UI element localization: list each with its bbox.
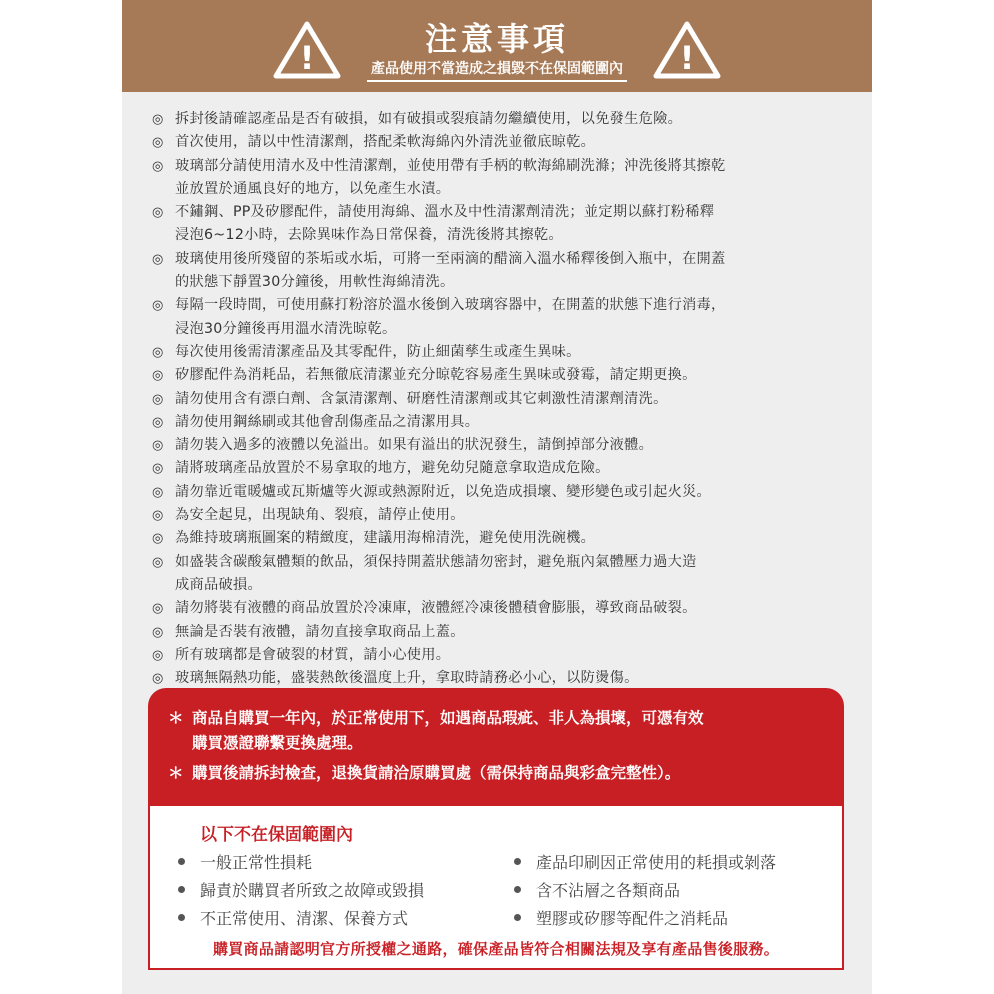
note-text: 矽膠配件為消耗品，若無徹底清潔並充分晾乾容易產生異味或發霉，請定期更換。	[175, 367, 697, 384]
note-item	[152, 341, 852, 364]
note-text: 請勿使用鋼絲刷或其他會刮傷產品之清潔用具。	[175, 413, 480, 430]
note-text: 玻璃部分請使用清水及中性清潔劑，並使用帶有手柄的軟海綿刷洗滌；沖洗後將其擦乾	[175, 157, 726, 174]
warning-glyph: !	[299, 39, 315, 77]
bullet-dot-icon	[178, 886, 185, 893]
bullet-circle-icon: ◎	[152, 484, 164, 500]
note-item	[152, 597, 852, 620]
exclusion-item: 歸責於購買者所致之故障或毀損	[178, 878, 424, 901]
note-text: 請勿裝入過多的液體以免溢出。如果有溢出的狀況發生，請倒掉部分液體。	[175, 437, 654, 454]
note-text: 的狀態下靜置30分鐘後，用軟性海綿清洗。	[175, 274, 455, 291]
note-item	[152, 667, 852, 690]
note-text: 請勿靠近電暖爐或瓦斯爐等火源或熱源附近，以免造成損壞、變形變色或引起火災。	[175, 483, 712, 500]
note-item	[152, 388, 852, 411]
warranty-text: 商品自購買一年內，於正常使用下，如遇商品瑕疵、非人為損壞，可憑有效	[192, 709, 704, 727]
note-text: 並放置於通風良好的地方，以免產生水漬。	[175, 180, 451, 197]
note-item	[152, 155, 852, 202]
exclusion-item: 不正常使用、清潔、保養方式	[178, 906, 408, 929]
note-item	[152, 527, 852, 550]
note-item	[152, 131, 852, 154]
page-title: 注意事項	[424, 20, 569, 58]
warranty-box	[148, 688, 844, 806]
bullet-circle-icon: ◎	[152, 531, 164, 547]
note-item	[152, 621, 852, 644]
bullet-circle-icon: ◎	[152, 438, 164, 454]
bullet-circle-icon: ◎	[152, 344, 164, 360]
bullet-circle-icon: ◎	[152, 251, 164, 267]
note-item	[152, 457, 852, 480]
bullet-circle-icon: ◎	[152, 647, 164, 663]
note-item	[152, 364, 852, 387]
bullet-circle-icon: ◎	[152, 205, 164, 221]
notes-list	[152, 108, 852, 714]
warranty-text: 購買憑證聯繫更換處理。	[192, 734, 363, 752]
warranty-item	[168, 761, 828, 786]
note-item	[152, 481, 852, 504]
bullet-dot-icon	[514, 914, 521, 921]
note-text: 請將玻璃產品放置於不易拿取的地方，避免幼兒隨意拿取造成危險。	[175, 460, 610, 477]
exclusion-item: 含不沾層之各類商品	[514, 878, 680, 901]
note-text: 請勿將裝有液體的商品放置於冷凍庫，液體經冷凍後體積會膨脹，導致商品破裂。	[175, 600, 697, 617]
warranty-text: 購買後請拆封檢查，退換貨請洽原購買處（需保持商品與彩盒完整性）。	[192, 764, 681, 782]
note-text: 為安全起見，出現缺角、裂痕，請停止使用。	[175, 507, 465, 524]
note-text: 為維持玻璃瓶圖案的精緻度，建議用海棉清洗，避免使用洗碗機。	[175, 530, 596, 547]
note-item	[152, 551, 852, 598]
bullet-circle-icon: ◎	[152, 414, 164, 430]
note-item	[152, 644, 852, 667]
bullet-circle-icon: ◎	[152, 368, 164, 384]
note-item	[152, 434, 852, 457]
note-item	[152, 201, 852, 248]
note-item	[152, 108, 852, 131]
warning-glyph: !	[679, 39, 695, 77]
exclusion-item: 塑膠或矽膠等配件之消耗品	[514, 906, 728, 929]
note-item	[152, 294, 852, 341]
bullet-circle-icon: ◎	[152, 624, 164, 640]
exclusions-box	[148, 806, 844, 970]
note-text: 每隔一段時間，可使用蘇打粉溶於溫水後倒入玻璃容器中，在開蓋的狀態下進行消毒，	[175, 297, 726, 314]
star-icon: ＊	[168, 709, 184, 727]
bullet-circle-icon: ◎	[152, 298, 164, 314]
bullet-circle-icon: ◎	[152, 158, 164, 174]
exclusion-item: 產品印刷因正常使用的耗損或剝落	[514, 850, 776, 873]
bullet-dot-icon	[178, 858, 185, 865]
bullet-dot-icon	[514, 886, 521, 893]
warning-triangle-icon	[652, 20, 722, 80]
note-item	[152, 411, 852, 434]
note-text: 成商品破損。	[175, 576, 262, 593]
note-text: 玻璃無隔熱功能，盛裝熱飲後溫度上升，拿取時請務必小心，以防燙傷。	[175, 670, 639, 687]
bullet-circle-icon: ◎	[152, 135, 164, 151]
note-text: 首次使用，請以中性清潔劑，搭配柔軟海綿內外清洗並徹底晾乾。	[175, 134, 596, 151]
note-text: 請勿使用含有漂白劑、含氯清潔劑、研磨性清潔劑或其它刺激性清潔劑清洗。	[175, 390, 668, 407]
bullet-dot-icon	[178, 914, 185, 921]
header-banner	[122, 0, 872, 92]
bullet-circle-icon: ◎	[152, 508, 164, 524]
note-item	[152, 248, 852, 295]
exclusion-item: 一般正常性損耗	[178, 850, 312, 873]
note-text: 每次使用後需清潔產品及其零配件，防止細菌孳生或產生異味。	[175, 343, 581, 360]
note-text: 無論是否裝有液體，請勿直接拿取商品上蓋。	[175, 623, 465, 640]
authorized-channel-note: 購買商品請認明官方所授權之通路，確保產品皆符合相關法規及享有產品售後服務。	[212, 940, 780, 958]
bullet-circle-icon: ◎	[152, 554, 164, 570]
note-text: 拆封後請確認產品是否有破損，如有破損或裂痕請勿繼續使用，以免發生危險。	[175, 111, 683, 127]
note-text: 玻璃使用後所殘留的茶垢或水垢，可將一至兩滴的醋滴入溫水稀釋後倒入瓶中，在開蓋	[175, 250, 726, 267]
bullet-circle-icon: ◎	[152, 461, 164, 477]
note-text: 如盛裝含碳酸氣體類的飲品，須保持開蓋狀態請勿密封，避免瓶內氣體壓力過大造	[175, 553, 697, 570]
bullet-circle-icon: ◎	[152, 601, 164, 617]
bullet-circle-icon: ◎	[152, 671, 164, 687]
note-text: 浸泡6~12小時，去除異味作為日常保養，清洗後將其擦乾。	[175, 227, 563, 244]
notice-sheet	[122, 0, 872, 994]
note-text: 所有玻璃都是會破裂的材質，請小心使用。	[175, 646, 451, 663]
warranty-item	[168, 706, 828, 756]
exclusions-title: 以下不在保固範圍內	[200, 825, 353, 845]
note-text: 浸泡30分鐘後再用溫水清洗晾乾。	[175, 320, 397, 337]
star-icon: ＊	[168, 764, 184, 782]
note-item	[152, 504, 852, 527]
bullet-circle-icon: ◎	[152, 112, 164, 127]
bullet-dot-icon	[514, 858, 521, 865]
note-text: 不鏽鋼、PP及矽膠配件，請使用海綿、溫水及中性清潔劑清洗；並定期以蘇打粉稀釋	[175, 204, 715, 221]
page-subtitle: 產品使用不當造成之損毀不在保固範圍內	[367, 58, 627, 82]
bullet-circle-icon: ◎	[152, 391, 164, 407]
